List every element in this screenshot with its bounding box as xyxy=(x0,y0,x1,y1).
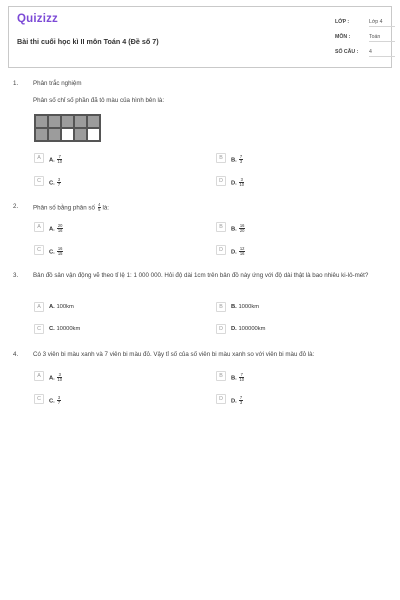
figure-cell xyxy=(35,128,48,141)
option-label: D. $\frac{12}{16}$ xyxy=(231,245,245,256)
fraction: $\frac{16}{20}$ xyxy=(239,222,245,233)
question-3-text: Bản đồ sân vận động vẽ theo tỉ lệ 1: 1 000 000. Hỏi độ dài 1cm trên bản đồ này ứng với độ dài thật là bao nhiêu ki-lô-mét? xyxy=(33,272,369,279)
question-1-number: 1. xyxy=(13,80,19,87)
option-label: D. $\frac{7}{3}$ xyxy=(231,394,243,405)
option-label: C. $\frac{16}{15}$ xyxy=(49,245,63,256)
fraction: $\frac{7}{3}$ xyxy=(239,153,243,164)
option-box-a[interactable]: A xyxy=(34,302,44,312)
option-box-b[interactable]: B xyxy=(216,371,226,381)
option-label: C. $\frac{3}{7}$ xyxy=(49,394,61,405)
figure-cell xyxy=(35,115,48,128)
figure-cell xyxy=(74,115,87,128)
option-label: C. 10000km xyxy=(49,325,81,332)
option-box-a[interactable]: A xyxy=(34,222,44,232)
class-value: Lớp 4 xyxy=(369,19,395,27)
option-label: B. $\frac{7}{10}$ xyxy=(231,371,244,382)
question-2-number: 2. xyxy=(13,203,19,210)
figure-cell xyxy=(87,115,100,128)
option-label: C. $\frac{3}{7}$ xyxy=(49,176,61,187)
option-box-c[interactable]: C xyxy=(34,394,44,404)
subject-label: MÔN : xyxy=(335,34,351,40)
worksheet-header xyxy=(8,6,392,68)
option-box-b[interactable]: B xyxy=(216,302,226,312)
fraction: $\frac{3}{10}$ xyxy=(57,371,62,382)
option-box-d[interactable]: D xyxy=(216,245,226,255)
option-box-b[interactable]: B xyxy=(216,153,226,163)
worksheet-title: Bài thi cuối học kì II môn Toán 4 (Đề số 7) xyxy=(17,37,159,46)
fraction: $\frac{7}{10}$ xyxy=(239,371,244,382)
option-box-a[interactable]: A xyxy=(34,371,44,381)
option-label: D. $\frac{3}{10}$ xyxy=(231,176,244,187)
figure-cell xyxy=(61,115,74,128)
option-label: A. $\frac{3}{10}$ xyxy=(49,371,62,382)
fraction-figure xyxy=(34,114,101,142)
option-label: A. 100km xyxy=(49,303,74,310)
option-box-d[interactable]: D xyxy=(216,176,226,186)
option-box-d[interactable]: D xyxy=(216,324,226,334)
figure-cell xyxy=(48,115,61,128)
fraction: $\frac{16}{15}$ xyxy=(57,245,63,256)
quizizz-logo: Quizizz xyxy=(17,13,59,25)
question-1-text: Phân số chỉ số phần đã tô màu của hình bên là: xyxy=(33,97,165,104)
fraction: $\frac{3}{7}$ xyxy=(57,176,61,187)
option-label: B. 1000km xyxy=(231,303,260,310)
option-box-c[interactable]: C xyxy=(34,245,44,255)
question-count-value: 4 xyxy=(369,49,395,57)
figure-cell xyxy=(74,128,87,141)
fraction: $\frac{20}{16}$ xyxy=(57,222,63,233)
option-box-b[interactable]: B xyxy=(216,222,226,232)
option-label: A. $\frac{20}{16}$ xyxy=(49,222,63,233)
question-1-section: Phân trắc nghiệm xyxy=(33,80,82,87)
question-4-text: Có 3 viên bi màu xanh và 7 viên bi màu đỏ. Vậy tỉ số của số viên bi màu xanh so với viên bi màu đỏ là: xyxy=(33,351,315,358)
fraction: $\frac{7}{3}$ xyxy=(239,394,243,405)
option-box-d[interactable]: D xyxy=(216,394,226,404)
option-box-c[interactable]: C xyxy=(34,176,44,186)
fraction: $\frac{7}{10}$ xyxy=(57,153,62,164)
fraction: $\frac{3}{7}$ xyxy=(57,394,61,405)
question-2-text: Phân số bằng phân số $\frac{4}{5}$ là: xyxy=(33,202,110,213)
question-3-number: 3. xyxy=(13,272,19,279)
class-label: LỚP : xyxy=(335,19,350,25)
option-label: B. $\frac{7}{3}$ xyxy=(231,153,243,164)
option-box-a[interactable]: A xyxy=(34,153,44,163)
option-label: B. $\frac{16}{20}$ xyxy=(231,222,245,233)
option-box-c[interactable]: C xyxy=(34,324,44,334)
fraction: $\frac{12}{16}$ xyxy=(239,245,245,256)
subject-value: Toán xyxy=(369,34,395,42)
question-count-label: SỐ CÂU : xyxy=(335,49,359,55)
fraction: $\frac{4}{5}$ xyxy=(98,202,101,213)
option-label: D. 100000km xyxy=(231,325,266,332)
figure-cell xyxy=(87,128,100,141)
figure-cell xyxy=(48,128,61,141)
option-label: A. $\frac{7}{10}$ xyxy=(49,153,62,164)
fraction: $\frac{3}{10}$ xyxy=(239,176,244,187)
figure-cell xyxy=(61,128,74,141)
question-4-number: 4. xyxy=(13,351,19,358)
